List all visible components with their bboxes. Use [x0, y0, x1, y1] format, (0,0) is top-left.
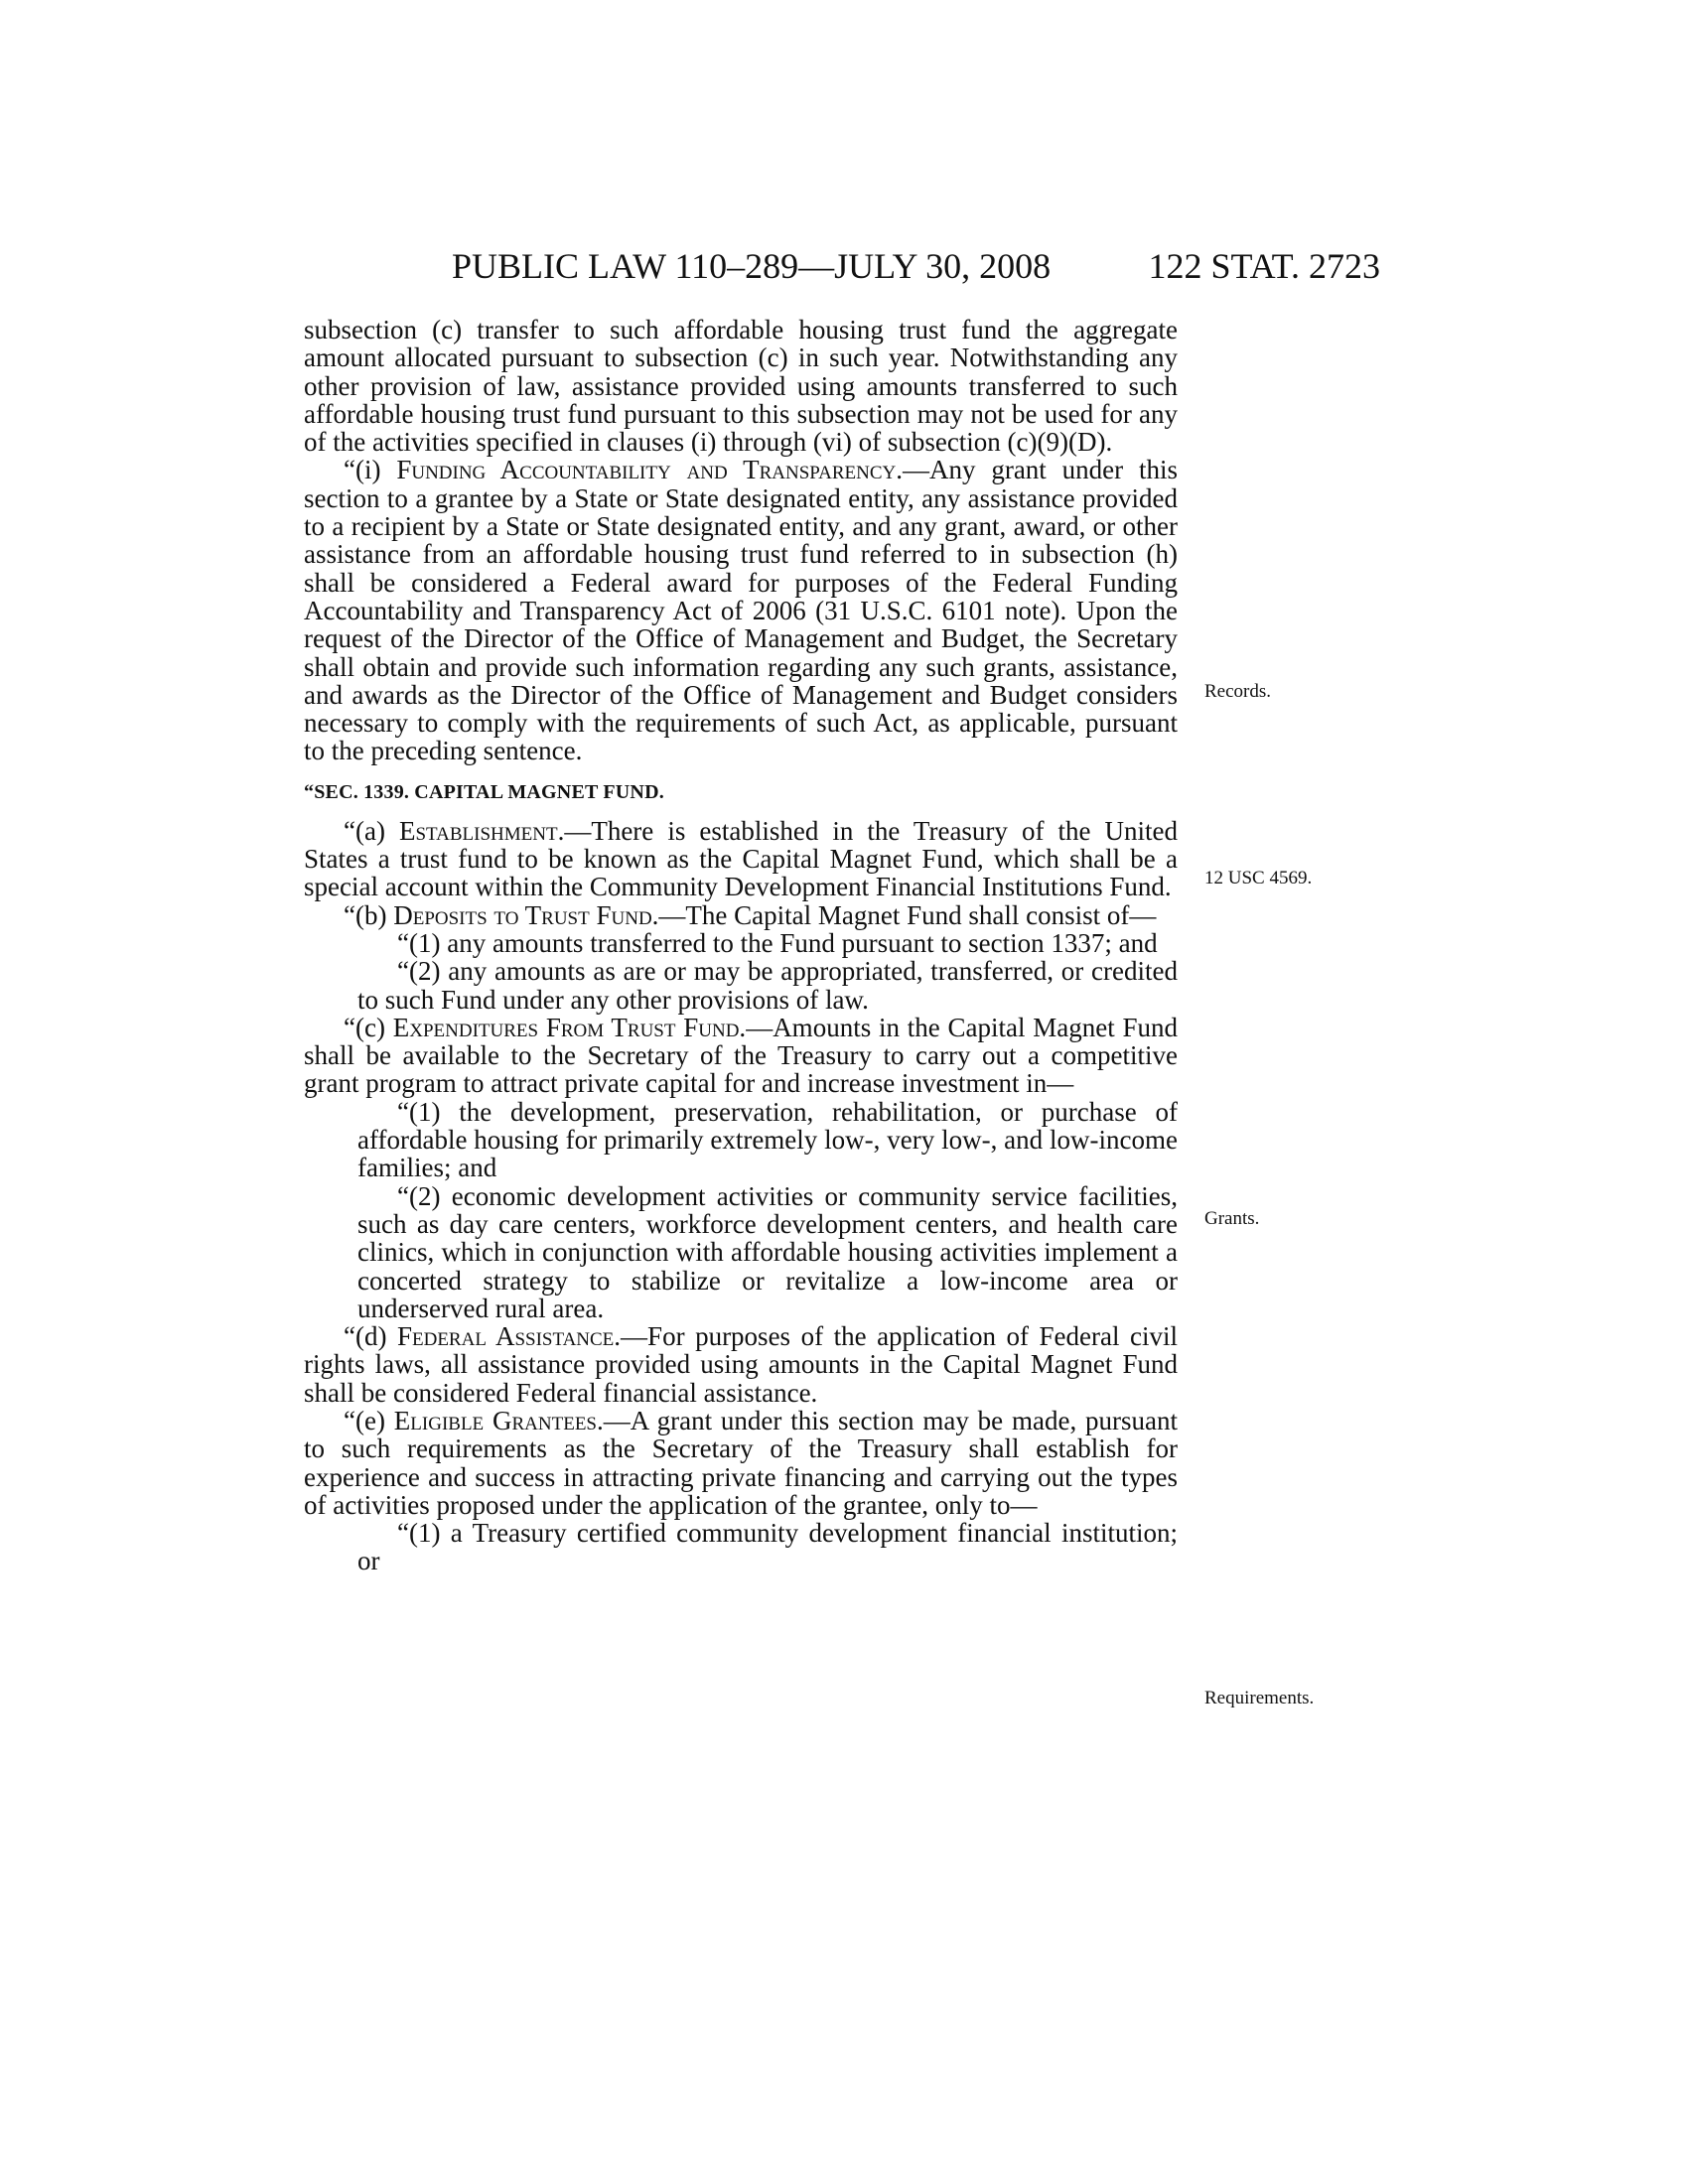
section-heading: “SEC. 1339. CAPITAL MAGNET FUND.	[304, 780, 664, 803]
margin-note-usc: 12 USC 4569.	[1204, 868, 1313, 888]
subsection-c-label: “(c)	[344, 1012, 393, 1042]
subsection-b	[304, 901, 1178, 929]
margin-note-requirements: Requirements.	[1204, 1688, 1315, 1708]
subsection-i-text: —Any grant under this section to a grantee by a State or State designated entity, any assistance provided to a recipient by a State or State designated entity, and any grant, award, or other assistance from an affordable housing trust fund referred to in subsection (h) shall be considered a Federal award for purposes of the Federal Funding Accountability and Transparency Act of 2006 (31 U.S.C. 6101 note). Upon the request of the Director of the Office of Management and Budget, the Secretary shall obtain and provide such information regarding any such grants, assistance, and awards as the Director of the Office of Management and Budget considers necessary to comply with the requirements of such Act, as applicable, pursuant to the preceding sentence.	[304, 455, 1178, 766]
subsection-d	[304, 1322, 1178, 1407]
subsection-e-heading: Eligible Grantees.	[393, 1405, 604, 1435]
subsection-b-heading: Deposits to Trust Fund.	[393, 899, 659, 930]
subsection-d-text: —For purposes of the application of Federal civil rights laws, all assistance provided using amounts in the Capital Magnet Fund shall be considered Federal financial assistance.	[304, 1321, 1179, 1408]
subsection-e	[304, 1407, 1178, 1519]
margin-note-grants: Grants.	[1204, 1208, 1260, 1229]
subsection-a	[304, 817, 1178, 901]
paragraph-b2: “(2) any amounts as are or may be appropriated, transferred, or credited to such Fund under any other provisions of law.	[357, 956, 1178, 1015]
paragraph-continued: subsection (c) transfer to such affordable housing trust fund the aggregate amount allocated pursuant to subsection (c) in such year. Notwithstanding any other provision of law, assistance provided using amounts transferred to such affordable housing trust fund pursuant to this subsection may not be used for any of the activities specified in clauses (i) through (vi) of subsection (c)(9)(D).	[304, 315, 1178, 458]
subsection-e-label: “(e)	[344, 1405, 394, 1435]
subsection-c-heading: Expenditures From Trust Fund.	[392, 1012, 747, 1042]
subsection-i-heading: Funding Accountability and Transparency.	[396, 455, 903, 485]
paragraph-c2: “(2) economic development activities or community service facilities, such as day care centers, workforce development centers, and health care clinics, which in conjunction with affordable housing activities implement a concerted strategy to stabilize or revitalize a low-income area or underserved rural area.	[357, 1180, 1178, 1323]
margin-note-records: Records.	[1204, 681, 1272, 702]
subsection-i-label: “(i)	[344, 455, 397, 485]
subsection-a-label: “(a)	[344, 815, 399, 846]
paragraph-c1: “(1) the development, preservation, rehabilitation, or purchase of affordable housing for primarily extremely low-, very low-, and low-income families; and	[357, 1096, 1178, 1183]
subsection-a-text: —There is established in the Treasury of the United States a trust fund to be known as the Capital Magnet Fund, which shall be a special account within the Community Development Financial Institutions Fund.	[304, 815, 1178, 902]
subsection-d-label: “(d)	[344, 1321, 397, 1352]
page-header	[452, 242, 1380, 290]
paragraph-b1: “(1) any amounts transferred to the Fund pursuant to section 1337; and	[397, 927, 1158, 958]
statute-page-number: 122 STAT. 2723	[1148, 246, 1380, 286]
subsection-i	[304, 456, 1178, 764]
public-law-title: PUBLIC LAW 110–289—JULY 30, 2008	[452, 246, 1052, 286]
subsection-b-text: —The Capital Magnet Fund shall consist of—	[658, 899, 1157, 930]
subsection-c-text: —Amounts in the Capital Magnet Fund shall be available to the Secretary of the Treasury to carry out a competitive grant program to attract private capital for and increase investment in—	[304, 1012, 1179, 1099]
paragraph-e1: “(1) a Treasury certified community development financial institution; or	[357, 1518, 1178, 1576]
subsection-c	[304, 1014, 1178, 1098]
subsection-b-label: “(b)	[344, 899, 394, 930]
subsection-a-heading: Establishment.	[398, 815, 565, 846]
subsection-d-heading: Federal Assistance.	[396, 1321, 622, 1352]
statute-body	[304, 316, 1178, 1575]
subsection-e-text: —A grant under this section may be made, pursuant to such requirements as the Secretary of the Treasury shall establish for experience and success in attracting private financing and carrying out the types of activities proposed under the application of the grantee, only to—	[304, 1405, 1179, 1520]
